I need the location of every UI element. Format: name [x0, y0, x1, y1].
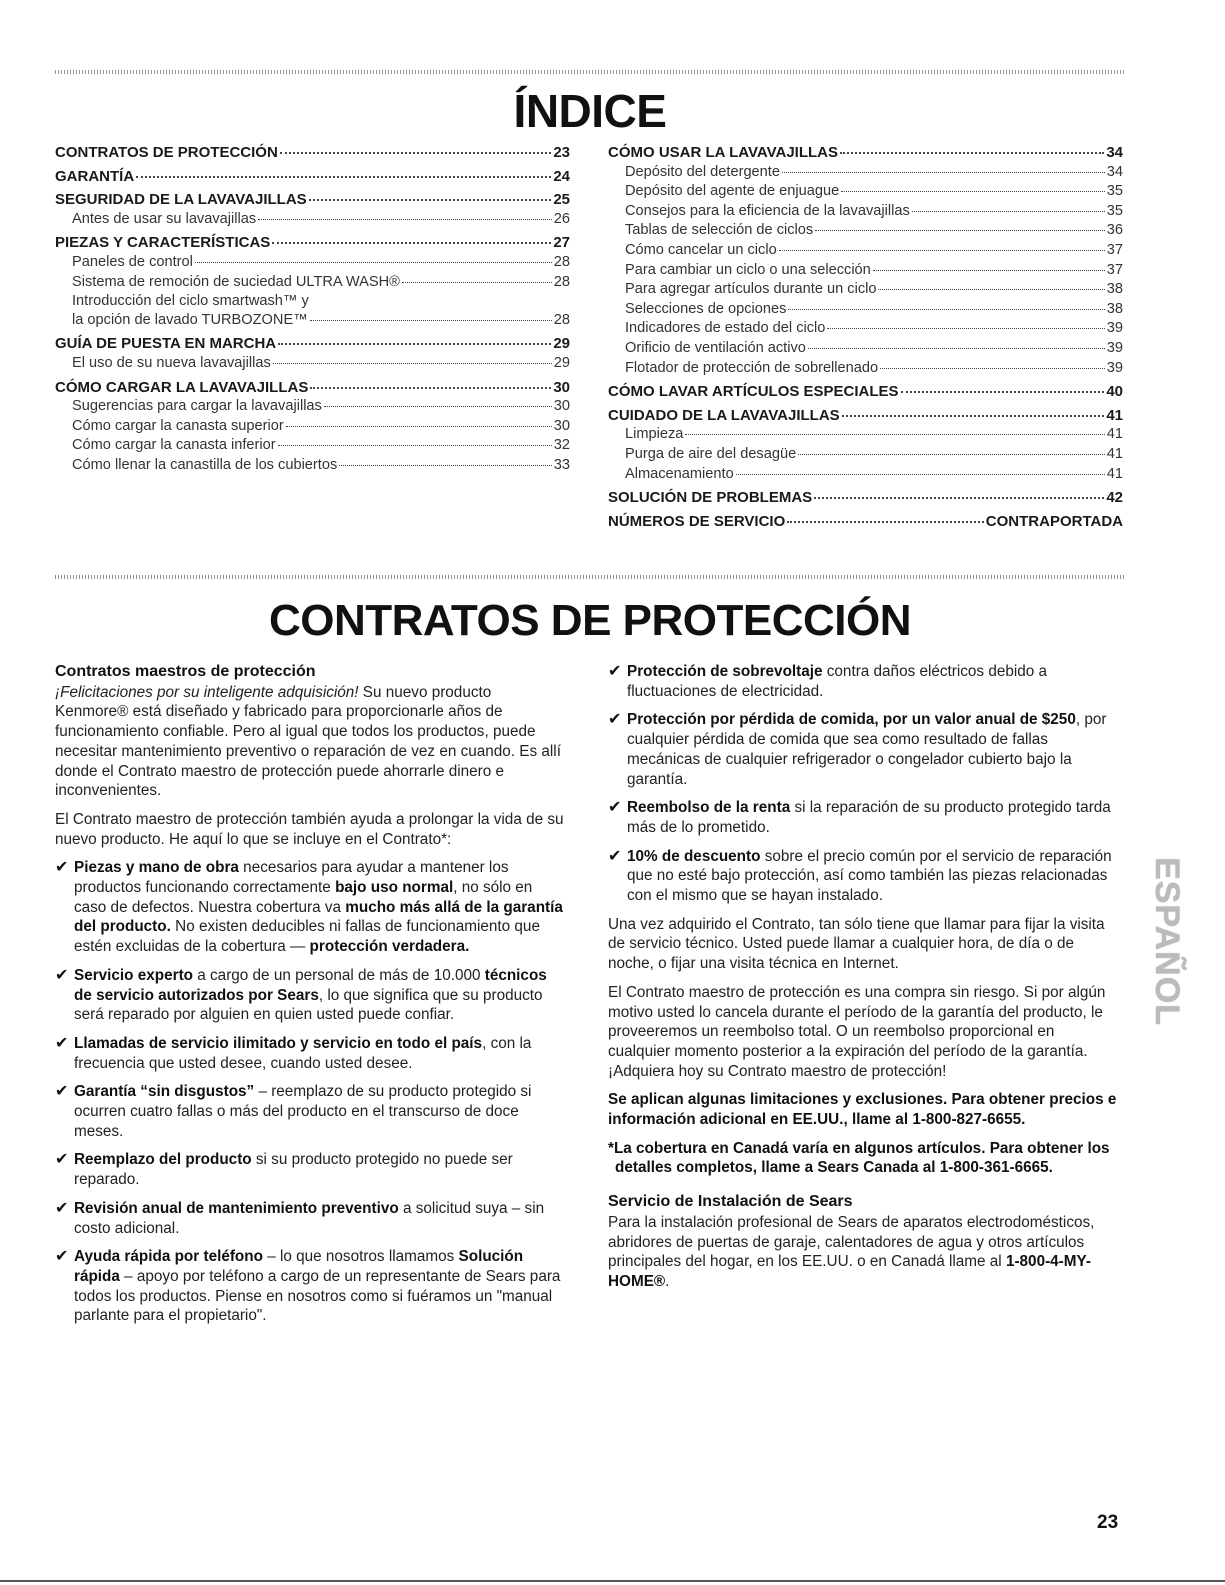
benefit-text: necesarios para ayudar a mantener los productos funcionando correctamente [74, 859, 509, 897]
toc-entry-title: SEGURIDAD DE LA LAVAVAJILLAS [55, 191, 307, 209]
toc-leader-dots [272, 242, 551, 244]
toc-leader-dots [808, 348, 1105, 349]
toc-entry [608, 425, 1123, 445]
toc-entry [55, 273, 570, 293]
language-side-tab-label: ESPAÑOL [1147, 856, 1186, 1026]
toc-entry-title: Almacenamiento [625, 465, 734, 482]
installation-end: . [665, 1272, 670, 1290]
toc-leader-dots [195, 262, 552, 263]
toc-entry-title: Cómo cargar la canasta superior [72, 417, 284, 434]
toc-entry-title: Depósito del detergente [625, 163, 780, 180]
toc-entry-page: 38 [1106, 281, 1123, 298]
benefit-text: a cargo de un personal de más de 10.000 [193, 966, 485, 984]
benefit-bold-text: Garantía “sin disgustos” [74, 1083, 255, 1101]
toc-leader-dots [310, 387, 551, 389]
toc-leader-dots [309, 199, 552, 201]
benefit-text: – reemplazo de su producto protegido si ocurren cuatro fallas o más del producto en el transcurso de doce meses. [74, 1083, 532, 1140]
toc-entry-page: 35 [1106, 202, 1123, 219]
bottom-edge-line [0, 1580, 1225, 1582]
benefit-bold-text: Llamadas de servicio ilimitado y servicio en todo el país [74, 1034, 483, 1052]
benefit-item [608, 798, 1120, 837]
toc-entry-page: 42 [1106, 489, 1123, 507]
toc-entry [55, 378, 570, 398]
toc-entry-page: CONTRAPORTADA [985, 512, 1123, 530]
risk-free-paragraph: El Contrato maestro de protección es una compra sin riesgo. Si por algún motivo usted lo cancela durante el período de la garantía del producto, le proveeremos un reembolso total. O un reembolso proporcional en cualquier momento posterior a la expiración del período de la garantía. ¡Adquiera hoy su Contrato maestro de protección! [608, 983, 1106, 1080]
intro-paragraph [55, 683, 567, 801]
installation-paragraph [608, 1213, 1120, 1292]
toc-entry-title: Introducción del ciclo smartwash™ y [72, 293, 309, 310]
benefit-text: si su producto protegido no puede ser reparado. [74, 1151, 513, 1189]
benefit-list-left [55, 858, 567, 1326]
toc-leader-dots [912, 211, 1105, 212]
toc-leader-dots [901, 391, 1105, 393]
toc-leader-dots [685, 434, 1104, 435]
benefit-list-right [608, 662, 1120, 906]
checkmark-icon: ✔ [608, 847, 622, 865]
toc-entry-page: 29 [553, 335, 570, 353]
toc-entry-title: Cómo cargar la canasta inferior [72, 437, 276, 454]
benefit-item [55, 966, 567, 1025]
installation-phone: 1-800-4-MY-HOME® [608, 1253, 1091, 1290]
toc-title: ÍNDICE [513, 85, 667, 137]
toc-leader-dots [339, 465, 552, 466]
toc-entry-title: Indicadores de estado del ciclo [625, 320, 826, 337]
toc-leader-dots [278, 343, 551, 345]
toc-entry-page: 39 [1106, 339, 1123, 356]
benefit-bold-text: Reemplazo del producto [74, 1151, 252, 1169]
intro-rest: Su nuevo producto Kenmore® está diseñado y fabricado para proporcionarle años de funcionamiento confiable. Pero al igual que todos los productos, puede necesitar mantenimiento preventivo o reparación de vez en cuando. Es allí donde el Contrato maestro de protección puede ahorrarle dinero e inconvenientes. [55, 683, 561, 800]
toc-entry-title: Cómo cancelar un ciclo [625, 241, 777, 258]
toc-entry [608, 241, 1123, 261]
benefit-bold-text: Protección por pérdida de comida, por un valor anual de $250 [627, 711, 1076, 729]
checkmark-icon: ✔ [55, 1083, 69, 1101]
benefit-bold-text: Piezas y mano de obra [74, 859, 239, 877]
benefit-bold-text: Solución rápida [74, 1248, 524, 1285]
toc-entry [608, 261, 1123, 281]
toc-entry [55, 233, 570, 253]
toc-leader-dots [841, 191, 1105, 192]
toc-entry [55, 456, 570, 476]
benefit-text: , lo que significa que su producto será reparado por alguien en quien usted puede confiar. [74, 986, 543, 1024]
toc-entry-page: 30 [553, 417, 570, 434]
toc-entry [55, 292, 570, 312]
right-text-column [608, 662, 1120, 1301]
benefit-item [608, 847, 1120, 906]
toc-right-column [608, 139, 1123, 531]
toc-leader-dots [310, 320, 552, 321]
toc-leader-dots [736, 474, 1105, 475]
toc-entry [608, 280, 1123, 300]
toc-entry-page: 37 [1106, 241, 1123, 258]
checkmark-icon: ✔ [608, 663, 622, 680]
toc-left-column [55, 139, 570, 476]
toc-entry [608, 163, 1123, 183]
toc-entry [55, 354, 570, 374]
benefit-item [55, 1082, 567, 1141]
toc-entry-title: Depósito del agente de enjuague [625, 183, 840, 200]
toc-entry [608, 465, 1123, 485]
intro-italic: ¡Felicitaciones por su inteligente adquisición! [55, 683, 359, 701]
benefit-text: , con la frecuencia que usted desee, cuando usted desee. [74, 1034, 532, 1072]
toc-entry [55, 436, 570, 456]
toc-leader-dots [787, 521, 984, 523]
toc-entry-title: Sistema de remoción de suciedad ULTRA WASH® [72, 273, 400, 290]
checkmark-icon: ✔ [55, 1151, 69, 1169]
toc-entry-title: Selecciones de opciones [625, 300, 787, 317]
toc-entry-page: 41 [1106, 465, 1123, 482]
toc-entry-page: 28 [553, 273, 570, 290]
toc-entry-title: Consejos para la eficiencia de la lavavajillas [625, 202, 910, 219]
toc-leader-dots [280, 152, 552, 154]
benefit-bold-text: técnicos de servicio autorizados por Sears [74, 966, 547, 1004]
checkmark-icon: ✔ [55, 966, 69, 984]
toc-leader-dots [827, 328, 1104, 329]
toc-entry [55, 143, 570, 163]
checkmark-icon: ✔ [55, 1248, 69, 1266]
toc-entry [55, 334, 570, 354]
toc-entry-title: Cómo llenar la canastilla de los cubiertos [72, 456, 338, 473]
toc-entry [608, 406, 1123, 426]
benefit-text: sobre el precio común por el servicio de reparación que no esté bajo protección, así como también las piezas relacionadas con el mismo que se hayan instalado. [627, 847, 1112, 905]
toc-entry [608, 300, 1123, 320]
toc-leader-dots [258, 219, 552, 220]
language-side-tab [1147, 812, 1186, 1070]
toc-entry-page: 23 [553, 144, 570, 161]
toc-entry-title: PIEZAS Y CARACTERÍSTICAS [55, 234, 271, 252]
toc-leader-dots [779, 250, 1105, 251]
benefit-text: , no sólo en caso de defectos. Nuestra cobertura va [74, 879, 533, 916]
toc-entry-page: 29 [553, 354, 570, 371]
toc-entry [608, 512, 1123, 532]
canada-notice: *La cobertura en Canadá varía en algunos artículos. Para obtener los detalles completos, llame a Sears Canada al 1-800-361-6665. [608, 1139, 1110, 1177]
toc-entry-title: Limpieza [625, 426, 684, 443]
toc-leader-dots [782, 172, 1105, 173]
top-divider [55, 70, 1125, 74]
benefit-item [55, 1199, 567, 1238]
toc-leader-dots [324, 406, 552, 407]
toc-entry-page: 30 [553, 398, 570, 415]
toc-entry-page: 34 [1106, 163, 1123, 180]
toc-entry-page: 27 [553, 234, 570, 252]
section-divider [55, 575, 1125, 579]
toc-leader-dots [873, 270, 1105, 271]
toc-entry-page: 41 [1106, 406, 1123, 424]
benefit-bold-text: protección verdadera. [309, 938, 470, 956]
toc-entry [55, 397, 570, 417]
toc-leader-dots [840, 152, 1104, 154]
toc-entry [608, 182, 1123, 202]
toc-leader-dots [273, 363, 552, 364]
toc-entry-title: SOLUCIÓN DE PROBLEMAS [608, 489, 813, 507]
toc-leader-dots [278, 445, 552, 446]
benefit-text: a solicitud suya – sin costo adicional. [74, 1199, 545, 1237]
toc-entry [608, 143, 1123, 163]
toc-entry-title: CÓMO USAR LA LAVAVAJILLAS [608, 144, 838, 161]
benefit-bold-text: Ayuda rápida por teléfono [74, 1248, 263, 1266]
toc-entry-page: 41 [1106, 426, 1123, 443]
toc-leader-dots [814, 497, 1104, 499]
benefit-bold-text: Servicio experto [74, 966, 194, 984]
toc-entry-title: Purga de aire del desagüe [625, 445, 797, 462]
toc-entry [608, 382, 1123, 402]
toc-entry-page: 28 [553, 311, 570, 328]
toc-entry-page: 37 [1106, 261, 1123, 278]
toc-entry-title: Antes de usar su lavavajillas [72, 210, 257, 227]
toc-entry [55, 190, 570, 210]
toc-leader-dots [788, 309, 1104, 310]
toc-entry-page: 28 [553, 253, 570, 270]
benefit-bold-text: Protección de sobrevoltaje [627, 663, 823, 680]
toc-entry [608, 339, 1123, 359]
toc-leader-dots [878, 289, 1104, 290]
benefit-text: – lo que nosotros llamamos [262, 1248, 459, 1266]
checkmark-icon: ✔ [55, 1199, 69, 1217]
toc-entry-page: 33 [553, 456, 570, 473]
checkmark-icon: ✔ [608, 799, 622, 817]
toc-entry [55, 253, 570, 273]
toc-entry-page: 34 [1106, 144, 1123, 161]
toc-entry-page: 32 [553, 437, 570, 454]
toc-entry-title: la opción de lavado TURBOZONE™ [72, 311, 308, 328]
toc-entry [608, 488, 1123, 508]
toc-entry [55, 311, 570, 331]
purchase-paragraph: Una vez adquirido el Contrato, tan sólo tiene que llamar para fijar la visita de servicio técnico. Usted puede llamar a cualquier hora, de día o de noche, o fijar una visita técnica en Internet. [608, 915, 1105, 973]
toc-entry-page: 39 [1106, 359, 1123, 376]
toc-entry [55, 417, 570, 437]
left-text-column [55, 662, 567, 1335]
benefit-bold-text: Reembolso de la renta [627, 799, 791, 817]
toc-entry-title: NÚMEROS DE SERVICIO [608, 512, 786, 530]
includes-paragraph: El Contrato maestro de protección también ayuda a prolongar la vida de su nuevo producto. He aquí lo que se incluye en el Contrato*: [55, 810, 564, 848]
toc-entry-page: 25 [553, 191, 570, 209]
toc-entry-title: Para cambiar un ciclo o una selección [625, 261, 871, 278]
toc-entry [608, 202, 1123, 222]
toc-entry [55, 167, 570, 187]
toc-entry-title: Orificio de ventilación activo [625, 339, 806, 356]
toc-leader-dots [815, 230, 1105, 231]
toc-leader-dots [798, 454, 1105, 455]
toc-entry-title: GUÍA DE PUESTA EN MARCHA [55, 335, 277, 353]
master-contracts-heading: Contratos maestros de protección [55, 663, 316, 680]
toc-entry [608, 221, 1123, 241]
toc-leader-dots [402, 282, 552, 283]
benefit-bold-text: mucho más allá de la garantía del producto. [74, 898, 563, 936]
toc-entry-title: GARANTÍA [55, 167, 135, 185]
checkmark-icon: ✔ [55, 1034, 69, 1052]
toc-entry-title: CONTRATOS DE PROTECCIÓN [55, 144, 278, 161]
toc-entry [608, 319, 1123, 339]
benefit-text: , por cualquier pérdida de comida que sea como resultado de fallas mecánicas de cualquier refrigerador o congelador cubierto bajo la garantía. [627, 711, 1107, 788]
toc-entry-page: 26 [553, 210, 570, 227]
toc-entry-title: CÓMO CARGAR LA LAVAVAJILLAS [55, 378, 309, 396]
checkmark-icon: ✔ [608, 711, 622, 729]
toc-entry-title: Sugerencias para cargar la lavavajillas [72, 398, 322, 415]
benefit-item [55, 1150, 567, 1189]
benefit-item [608, 710, 1120, 789]
toc-entry-page: 39 [1106, 320, 1123, 337]
benefit-bold-text: 10% de descuento [627, 847, 761, 865]
toc-entry-page: 38 [1106, 300, 1123, 317]
benefit-bold-text: Revisión anual de mantenimiento preventivo [74, 1199, 399, 1217]
benefit-bold-text: bajo uso normal [335, 879, 454, 897]
toc-entry-title: El uso de su nueva lavavajillas [72, 354, 271, 371]
checkmark-icon: ✔ [55, 859, 69, 877]
toc-entry-title: Paneles de control [72, 253, 193, 270]
toc-leader-dots [136, 176, 551, 178]
toc-entry-title: Flotador de protección de sobrellenado [625, 359, 879, 376]
toc-entry-title: Para agregar artículos durante un ciclo [625, 281, 877, 298]
benefit-item [55, 1034, 567, 1073]
toc-entry-page: 40 [1106, 383, 1123, 401]
toc-entry [55, 210, 570, 230]
toc-leader-dots [880, 368, 1105, 369]
toc-leader-dots [842, 415, 1105, 417]
benefit-text: si la reparación de su producto protegido tarda más de lo prometido. [627, 799, 1111, 836]
toc-entry-page: 36 [1106, 222, 1123, 239]
installation-text: Para la instalación profesional de Sears de aparatos electrodomésticos, abridores de puertas de garaje, calentadores de agua y otros artículos principales del hogar, en los EE.UU. o en Canadá llame al [608, 1213, 1095, 1271]
benefit-text: No existen deducibles ni fallas de funcionamiento que estén excluidas de la cobertura — [74, 918, 540, 956]
toc-entry-page: 41 [1106, 445, 1123, 462]
benefit-item [55, 858, 567, 957]
benefit-text: – apoyo por teléfono a cargo de un representante de Sears para todos los productos. Piense en nosotros como si fuéramos un "manual parlante para el propietario". [74, 1267, 561, 1325]
toc-entry-page: 35 [1106, 183, 1123, 200]
benefit-text: contra daños eléctricos debido a fluctuaciones de electricidad. [627, 663, 1048, 700]
section-title: CONTRATOS DE PROTECCIÓN [268, 596, 911, 645]
installation-heading: Servicio de Instalación de Sears [608, 1193, 853, 1211]
page-number: 23 [1097, 1512, 1119, 1533]
toc-entry [608, 359, 1123, 379]
benefit-item [608, 662, 1120, 701]
toc-entry-title: Tablas de selección de ciclos [625, 222, 814, 239]
toc-entry [608, 445, 1123, 465]
toc-entry-page: 30 [553, 378, 570, 396]
toc-entry-page: 24 [553, 167, 570, 185]
toc-entry-title: CÓMO LAVAR ARTÍCULOS ESPECIALES [608, 383, 899, 401]
toc-leader-dots [286, 426, 552, 427]
us-limitations-notice: Se aplican algunas limitaciones y exclusiones. Para obtener precios e información adicional en EE.UU., llame al 1-800-827-6655. [608, 1091, 1117, 1129]
benefit-item [55, 1247, 567, 1326]
toc-entry-title: CUIDADO DE LA LAVAVAJILLAS [608, 406, 840, 424]
